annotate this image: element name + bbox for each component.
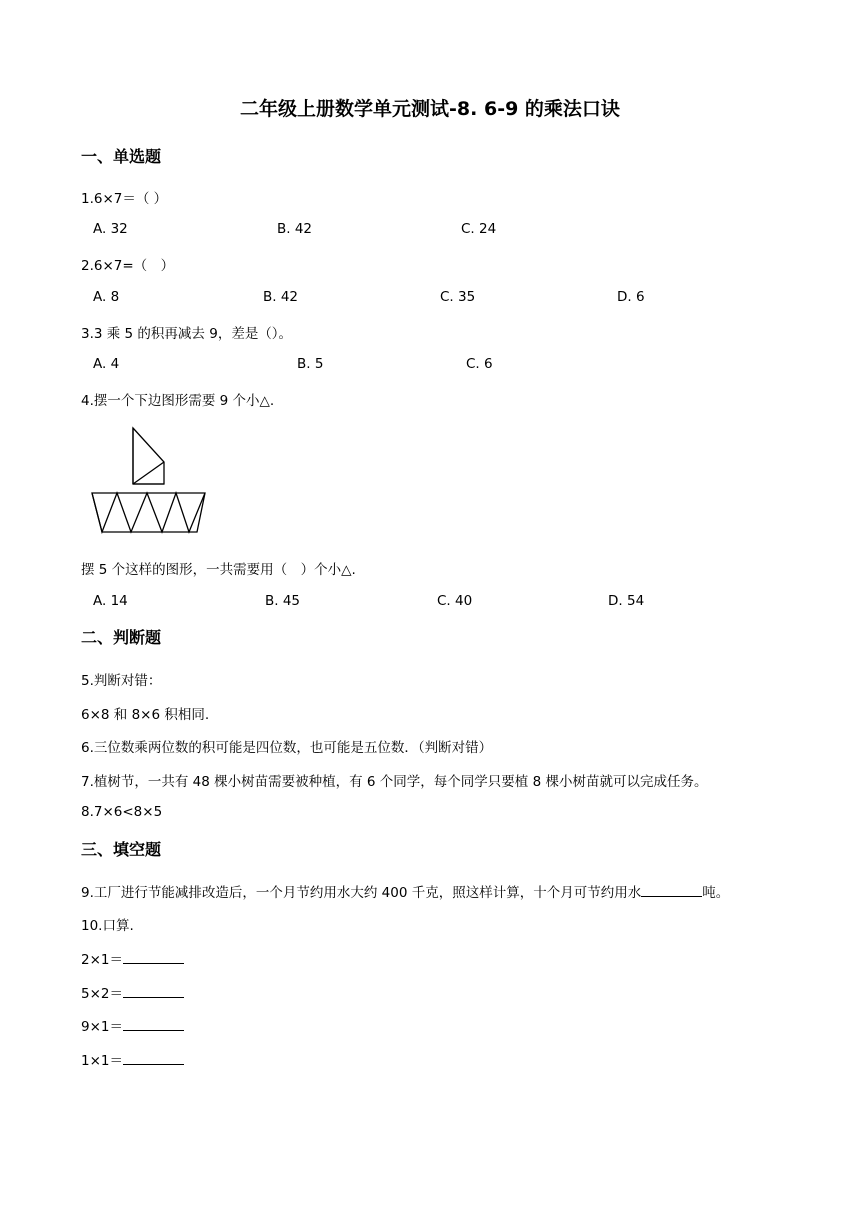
question-10-item-1-expr: 2×1＝: [81, 952, 123, 968]
question-3-option-c: C. 6: [466, 356, 493, 372]
question-10-stem: 10.口算.: [81, 918, 134, 934]
section-heading-single-choice: 一、单选题: [81, 147, 162, 166]
question-10-item-1: [81, 948, 184, 968]
question-9-text-before: 9.工厂进行节能减排改造后，一个月节约用水大约 400 千克，照这样计算，十个月可节约用水: [81, 885, 642, 901]
question-1-option-c: C. 24: [461, 221, 497, 237]
section-heading-fill-blank: 三、填空题: [81, 840, 162, 859]
question-8-stem: 8.7×6<8×5: [81, 804, 163, 820]
question-7-stem: 7.植树节，一共有 48 棵小树苗需要被种植，有 6 个同学，每个同学只要植 8 棵小树苗就可以完成任务。: [81, 774, 708, 790]
question-10-item-4: [81, 1049, 184, 1069]
question-4-option-a: A. 14: [93, 593, 128, 609]
question-4-option-d: D. 54: [608, 593, 645, 609]
question-10-item-4-blank[interactable]: [123, 1052, 184, 1065]
question-10-item-4-expr: 1×1＝: [81, 1053, 123, 1069]
question-2-option-b: B. 42: [263, 289, 299, 305]
question-9-answer-blank[interactable]: [641, 884, 702, 897]
question-10-item-3: [81, 1015, 184, 1035]
page-title: 二年级上册数学单元测试-8. 6-9 的乘法口诀: [240, 98, 620, 120]
question-3-option-a: A. 4: [93, 356, 120, 372]
question-10-item-2-expr: 5×2＝: [81, 986, 123, 1002]
question-2-stem: 2.6×7=（ ）: [81, 258, 175, 274]
question-10-item-3-blank[interactable]: [123, 1018, 184, 1031]
question-9-text-after: 吨。: [702, 885, 730, 901]
question-1-stem: 1.6×7＝（ ）: [81, 191, 168, 207]
question-5-stem: 5.判断对错：: [81, 673, 162, 689]
question-4-option-c: C. 40: [437, 593, 473, 609]
question-9-stem: [81, 881, 729, 901]
question-4-followup: 摆 5 个这样的图形，一共需要用（ ）个小△.: [81, 562, 356, 578]
question-1-option-a: A. 32: [93, 221, 128, 237]
question-3-stem: 3.3 乘 5 的积再减去 9，差是（）。: [81, 326, 293, 342]
question-10-item-2-blank[interactable]: [123, 985, 184, 998]
question-2-option-d: D. 6: [617, 289, 645, 305]
question-10-item-3-expr: 9×1＝: [81, 1019, 123, 1035]
question-2-option-a: A. 8: [93, 289, 120, 305]
section-heading-true-false: 二、判断题: [81, 628, 162, 647]
question-4-stem: 4.摆一个下边图形需要 9 个小△.: [81, 393, 275, 409]
question-10-item-1-blank[interactable]: [123, 951, 184, 964]
question-10-item-2: [81, 982, 184, 1002]
question-3-option-b: B. 5: [297, 356, 324, 372]
question-5-statement: 6×8 和 8×6 积相同.: [81, 707, 210, 723]
question-1-option-b: B. 42: [277, 221, 313, 237]
sail-outline: [133, 428, 164, 484]
question-2-option-c: C. 35: [440, 289, 476, 305]
triangle-boat-figure: [88, 424, 212, 536]
question-6-stem: 6.三位数乘两位数的积可能是四位数，也可能是五位数．（判断对错）: [81, 740, 493, 756]
question-4-option-b: B. 45: [265, 593, 301, 609]
